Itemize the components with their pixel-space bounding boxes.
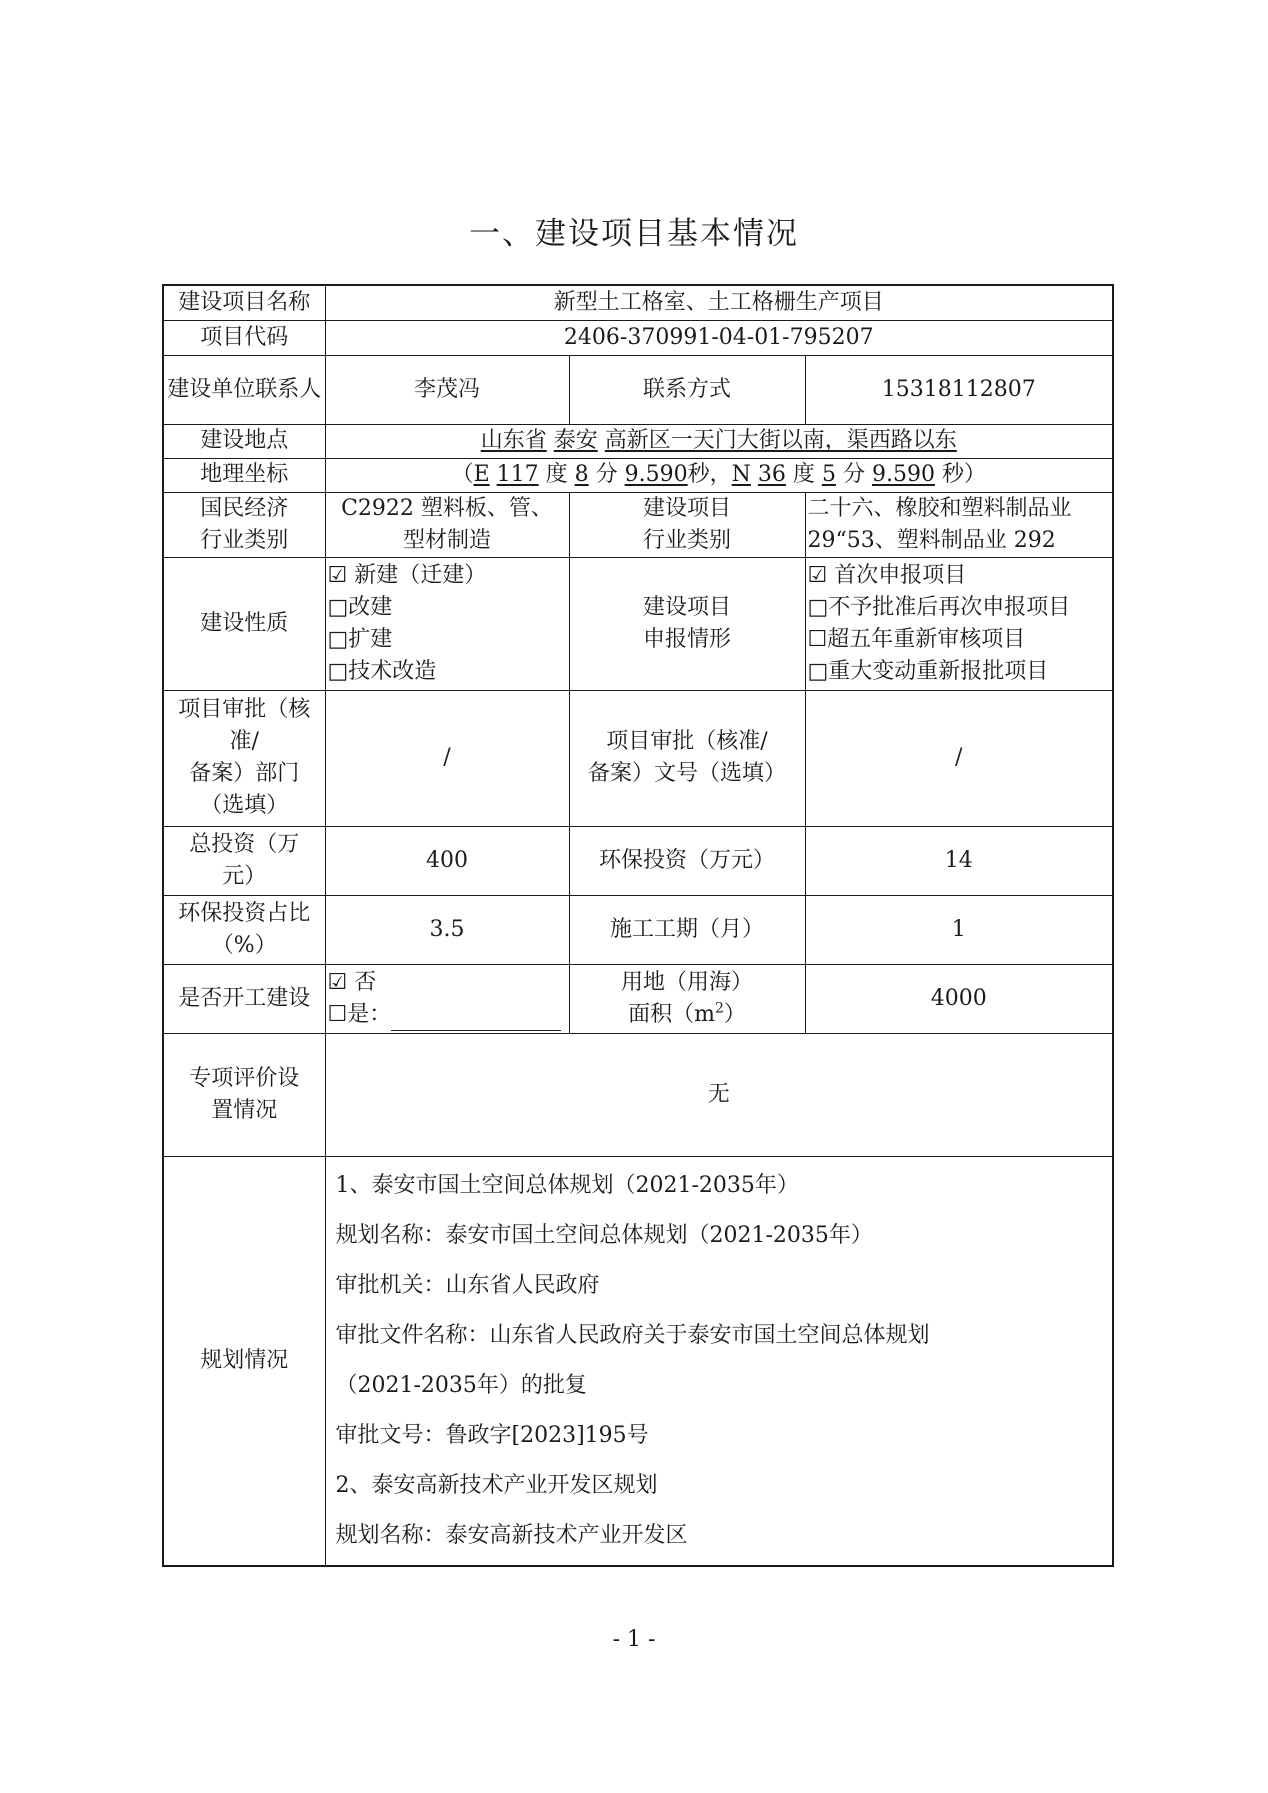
approval-no-label: 项目审批（核准/ 备案）文号（选填）	[569, 690, 805, 826]
plan-line: 规划名称：泰安高新技术产业开发区	[335, 1522, 688, 1548]
table-row	[163, 285, 1113, 320]
page-title: 一、建设项目基本情况	[469, 216, 799, 252]
table-row	[163, 895, 1113, 964]
project-name-value: 新型土工格室、土工格栅生产项目	[325, 285, 1113, 320]
nature-options	[325, 557, 569, 690]
env-invest-value: 14	[805, 826, 1113, 895]
total-invest-label: 总投资（万 元）	[163, 826, 325, 895]
nature-option[interactable]: □改建	[327, 594, 393, 620]
table-row	[163, 424, 1113, 458]
contact-label: 建设单位联系人	[163, 355, 325, 424]
nature-option[interactable]: □扩建	[327, 626, 393, 652]
nature-label: 建设性质	[163, 557, 325, 690]
table-row	[163, 826, 1113, 895]
plan-content	[325, 1156, 1113, 1566]
industry-value: C2922 塑料板、管、 型材制造	[325, 492, 569, 557]
period-value: 1	[805, 895, 1113, 964]
table-row	[163, 964, 1113, 1033]
declare-label: 建设项目 申报情形	[569, 557, 805, 690]
period-label: 施工工期（月）	[569, 895, 805, 964]
plan-line: （2021-2035年）的批复	[335, 1372, 587, 1398]
location-value	[325, 424, 1113, 458]
declare-option[interactable]: □不予批准后再次申报项目	[807, 594, 1071, 620]
location-city: 泰安	[553, 428, 598, 453]
plan-line: 2、泰安高新技术产业开发区规划	[335, 1472, 658, 1498]
started-no-option[interactable]: ☑ 否	[327, 969, 377, 995]
location-label: 建设地点	[163, 424, 325, 458]
project-code-label: 项目代码	[163, 320, 325, 355]
contact-method-label: 联系方式	[569, 355, 805, 424]
declare-option[interactable]: ☑ 首次申报项目	[807, 562, 967, 588]
nature-option[interactable]: ☑ 新建（迁建）	[327, 562, 487, 588]
total-invest-value: 400	[325, 826, 569, 895]
env-ratio-value: 3.5	[325, 895, 569, 964]
special-label: 专项评价设 置情况	[163, 1033, 325, 1156]
contact-name: 李茂冯	[325, 355, 569, 424]
land-label: 用地（用海） 面积$(m^2)$	[569, 964, 805, 1033]
special-value: 无	[325, 1033, 1113, 1156]
env-invest-label: 环保投资（万元）	[569, 826, 805, 895]
page-number: - 1 -	[612, 1627, 656, 1652]
declare-option[interactable]: □重大变动重新报批项目	[807, 658, 1049, 684]
contact-phone: 15318112807	[805, 355, 1113, 424]
plan-line: 1、泰安市国土空间总体规划（2021-2035年）	[335, 1172, 799, 1198]
industry-label: 国民经济 行业类别	[163, 492, 325, 557]
table-row	[163, 557, 1113, 690]
env-ratio-label: 环保投资占比 （%）	[163, 895, 325, 964]
location-province: 山东省	[480, 428, 547, 453]
started-date-blank[interactable]	[391, 1008, 561, 1031]
table-row	[163, 458, 1113, 492]
location-rest: 高新区一天门大街以南，渠西路以东	[604, 428, 957, 453]
land-value: 4000	[805, 964, 1113, 1033]
table-row	[163, 355, 1113, 424]
table-row	[163, 690, 1113, 826]
coord-value: （E 117 度 8 分 9.590秒，N 36 度 5 分 9.590 秒）	[325, 458, 1113, 492]
declare-options	[805, 557, 1113, 690]
approval-dept-label: 项目审批（核 准/ 备案）部门 （选填）	[163, 690, 325, 826]
plan-line: 审批文件名称：山东省人民政府关于泰安市国土空间总体规划	[335, 1322, 930, 1348]
table-row	[163, 320, 1113, 355]
project-code-value: 2406-370991-04-01-795207	[325, 320, 1113, 355]
plan-line: 审批机关：山东省人民政府	[335, 1272, 600, 1298]
started-options	[325, 964, 569, 1033]
project-industry-value: 二十六、橡胶和塑料制品业 29“53、塑料制品业 292	[805, 492, 1113, 557]
table-row	[163, 1033, 1113, 1156]
plan-label: 规划情况	[163, 1156, 325, 1566]
started-label: 是否开工建设	[163, 964, 325, 1033]
nature-option[interactable]: □技术改造	[327, 658, 437, 684]
started-yes-option[interactable]: ☐是：	[328, 999, 567, 1031]
table-row	[163, 492, 1113, 557]
approval-no-value: /	[805, 690, 1113, 826]
project-industry-label: 建设项目 行业类别	[569, 492, 805, 557]
project-info-table	[162, 284, 1114, 1567]
approval-dept-value: /	[325, 690, 569, 826]
plan-line: 规划名称：泰安市国土空间总体规划（2021-2035年）	[335, 1222, 873, 1248]
plan-line: 审批文号：鲁政字[2023]195号	[335, 1422, 649, 1448]
declare-option[interactable]: ☐超五年重新审核项目	[807, 626, 1026, 652]
table-row	[163, 1156, 1113, 1566]
project-name-label: 建设项目名称	[163, 285, 325, 320]
coord-label: 地理坐标	[163, 458, 325, 492]
